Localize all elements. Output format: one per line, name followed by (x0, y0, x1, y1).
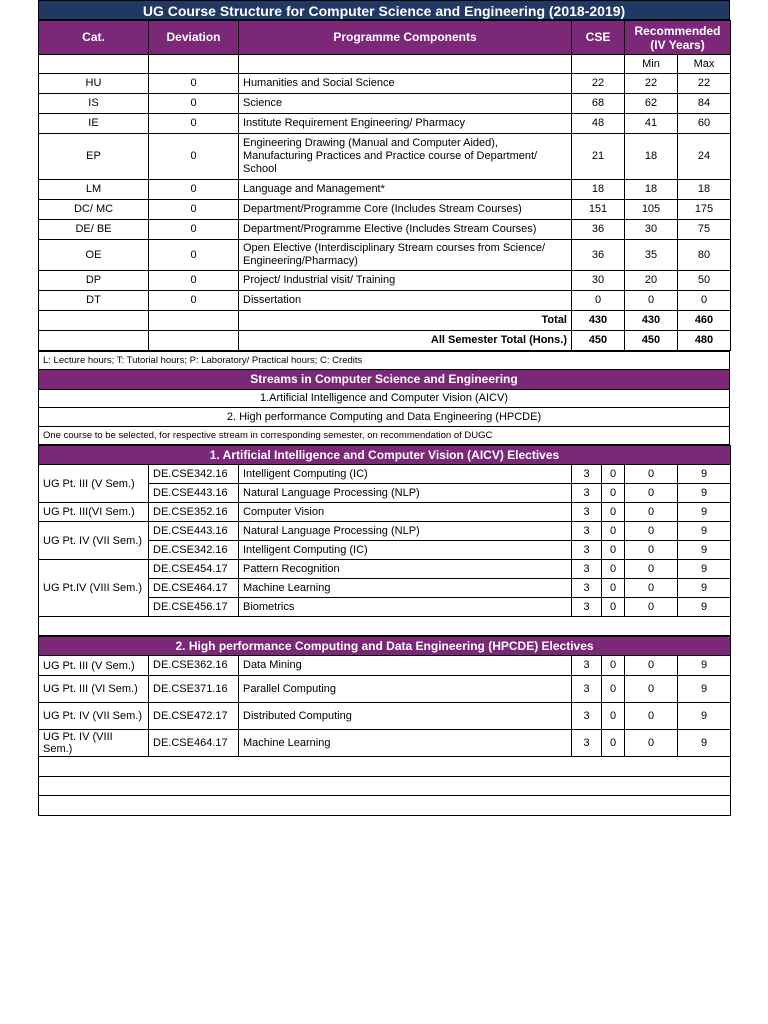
cse-value: 21 (572, 134, 625, 180)
max-value: 175 (678, 200, 731, 220)
practical-hours: 0 (625, 676, 678, 703)
lecture-hours: 3 (572, 503, 602, 522)
semester-label: UG Pt.IV (VIII Sem.) (39, 560, 149, 617)
tutorial-hours: 0 (602, 465, 625, 484)
programme-component: Science (239, 94, 572, 114)
category-row (39, 271, 731, 291)
streams-heading: Streams in Computer Science and Engineering (39, 370, 730, 390)
tutorial-hours: 0 (602, 598, 625, 617)
header-cat: Cat. (39, 21, 149, 55)
total-cse: 450 (572, 331, 625, 351)
deviation-value: 0 (149, 220, 239, 240)
min-value: 0 (625, 291, 678, 311)
total-label: Total (239, 311, 572, 331)
aicv-rows (39, 465, 731, 617)
semester-label: UG Pt. IV (VII Sem.) (39, 703, 149, 730)
credits: 9 (678, 503, 731, 522)
course-name: Intelligent Computing (IC) (239, 541, 572, 560)
streams-table (38, 351, 730, 445)
course-row (39, 676, 731, 703)
practical-hours: 0 (625, 465, 678, 484)
max-value: 60 (678, 114, 731, 134)
hpcde-rows (39, 656, 731, 757)
category-row (39, 291, 731, 311)
practical-hours: 0 (625, 703, 678, 730)
header-deviation: Deviation (149, 21, 239, 55)
category-code: OE (39, 240, 149, 271)
credits: 9 (678, 522, 731, 541)
practical-hours: 0 (625, 484, 678, 503)
course-name: Computer Vision (239, 503, 572, 522)
min-value: 18 (625, 134, 678, 180)
course-row (39, 703, 731, 730)
deviation-value: 0 (149, 291, 239, 311)
max-value: 84 (678, 94, 731, 114)
course-name: Data Mining (239, 656, 572, 676)
deviation-value: 0 (149, 134, 239, 180)
course-name: Distributed Computing (239, 703, 572, 730)
tutorial-hours: 0 (602, 703, 625, 730)
max-value: 50 (678, 271, 731, 291)
min-value: 41 (625, 114, 678, 134)
tutorial-hours: 0 (602, 503, 625, 522)
tutorial-hours: 0 (602, 560, 625, 579)
deviation-value: 0 (149, 94, 239, 114)
course-structure-table (38, 20, 731, 351)
deviation-value: 0 (149, 240, 239, 271)
course-code: DE.CSE362.16 (149, 656, 239, 676)
cse-value: 0 (572, 291, 625, 311)
lecture-hours: 3 (572, 579, 602, 598)
subheader-row (39, 55, 731, 74)
course-row (39, 503, 731, 522)
hpcde-heading: 2. High performance Computing and Data Engineering (HPCDE) Electives (39, 637, 731, 656)
cse-value: 36 (572, 240, 625, 271)
course-name: Natural Language Processing (NLP) (239, 484, 572, 503)
practical-hours: 0 (625, 560, 678, 579)
course-code: DE.CSE454.17 (149, 560, 239, 579)
deviation-value: 0 (149, 180, 239, 200)
hpcde-electives-table (38, 636, 731, 816)
course-name: Biometrics (239, 598, 572, 617)
header-components: Programme Components (239, 21, 572, 55)
course-name: Pattern Recognition (239, 560, 572, 579)
max-value: 75 (678, 220, 731, 240)
blank-row (39, 796, 731, 816)
lecture-hours: 3 (572, 676, 602, 703)
min-value: 22 (625, 74, 678, 94)
cse-value: 151 (572, 200, 625, 220)
total-label: All Semester Total (Hons.) (239, 331, 572, 351)
category-row (39, 220, 731, 240)
course-row (39, 656, 731, 676)
cse-value: 36 (572, 220, 625, 240)
course-code: DE.CSE456.17 (149, 598, 239, 617)
semester-label: UG Pt. III (V Sem.) (39, 465, 149, 503)
cse-value: 48 (572, 114, 625, 134)
programme-component: Humanities and Social Science (239, 74, 572, 94)
semester-label: UG Pt. IV (VII Sem.) (39, 522, 149, 560)
deviation-value: 0 (149, 74, 239, 94)
programme-component: Institute Requirement Engineering/ Pharmacy (239, 114, 572, 134)
course-name: Intelligent Computing (IC) (239, 465, 572, 484)
course-row (39, 522, 731, 541)
total-row (39, 331, 731, 351)
semester-label: UG Pt. III (VI Sem.) (39, 676, 149, 703)
course-code: DE.CSE352.16 (149, 503, 239, 522)
max-value: 18 (678, 180, 731, 200)
header-min: Min (625, 55, 678, 74)
category-row (39, 114, 731, 134)
course-code: DE.CSE342.16 (149, 465, 239, 484)
min-value: 62 (625, 94, 678, 114)
table-header-row (39, 21, 731, 55)
course-name: Machine Learning (239, 579, 572, 598)
tutorial-hours: 0 (602, 676, 625, 703)
header-max: Max (678, 55, 731, 74)
category-row (39, 74, 731, 94)
credits: 9 (678, 598, 731, 617)
credits: 9 (678, 484, 731, 503)
deviation-value: 0 (149, 271, 239, 291)
stream-item-hpcde: 2. High performance Computing and Data Engineering (HPCDE) (39, 408, 730, 427)
tutorial-hours: 0 (602, 522, 625, 541)
semester-label: UG Pt. IV (VIII Sem.) (39, 730, 149, 757)
lecture-hours: 3 (572, 656, 602, 676)
deviation-value: 0 (149, 200, 239, 220)
practical-hours: 0 (625, 656, 678, 676)
tutorial-hours: 0 (602, 541, 625, 560)
tutorial-hours: 0 (602, 656, 625, 676)
deviation-value: 0 (149, 114, 239, 134)
total-row (39, 311, 731, 331)
max-value: 80 (678, 240, 731, 271)
programme-component: Department/Programme Core (Includes Stream Courses) (239, 200, 572, 220)
course-structure-document (38, 0, 730, 816)
course-code: DE.CSE464.17 (149, 730, 239, 757)
min-value: 18 (625, 180, 678, 200)
course-code: DE.CSE342.16 (149, 541, 239, 560)
course-row (39, 560, 731, 579)
total-cse: 430 (572, 311, 625, 331)
page-title: UG Course Structure for Computer Science and Engineering (2018-2019) (38, 0, 730, 20)
aicv-heading: 1. Artificial Intelligence and Computer Vision (AICV) Electives (39, 446, 731, 465)
category-code: HU (39, 74, 149, 94)
lecture-hours: 3 (572, 730, 602, 757)
practical-hours: 0 (625, 730, 678, 757)
course-code: DE.CSE443.16 (149, 522, 239, 541)
header-recommended: Recommended (IV Years) (625, 21, 731, 55)
blank-row (39, 757, 731, 777)
spacer-row (39, 617, 731, 636)
legend-note: L: Lecture hours; T: Tutorial hours; P: Laboratory/ Practical hours; C: Credits (39, 352, 730, 370)
credits: 9 (678, 560, 731, 579)
programme-component: Dissertation (239, 291, 572, 311)
credits: 9 (678, 541, 731, 560)
programme-component: Project/ Industrial visit/ Training (239, 271, 572, 291)
programme-component: Language and Management* (239, 180, 572, 200)
credits: 9 (678, 703, 731, 730)
total-max: 480 (678, 331, 731, 351)
total-rows (39, 311, 731, 351)
lecture-hours: 3 (572, 484, 602, 503)
category-row (39, 94, 731, 114)
course-code: DE.CSE464.17 (149, 579, 239, 598)
course-row (39, 730, 731, 757)
category-code: DC/ MC (39, 200, 149, 220)
tutorial-hours: 0 (602, 730, 625, 757)
category-code: DP (39, 271, 149, 291)
semester-label: UG Pt. III (V Sem.) (39, 656, 149, 676)
lecture-hours: 3 (572, 598, 602, 617)
credits: 9 (678, 656, 731, 676)
lecture-hours: 3 (572, 465, 602, 484)
aicv-electives-table (38, 445, 731, 636)
empty-cell (39, 331, 149, 351)
course-name: Machine Learning (239, 730, 572, 757)
category-code: DE/ BE (39, 220, 149, 240)
course-code: DE.CSE443.16 (149, 484, 239, 503)
cse-value: 68 (572, 94, 625, 114)
min-value: 35 (625, 240, 678, 271)
category-rows (39, 74, 731, 311)
course-code: DE.CSE472.17 (149, 703, 239, 730)
programme-component: Department/Programme Elective (Includes Stream Courses) (239, 220, 572, 240)
min-value: 20 (625, 271, 678, 291)
programme-component: Open Elective (Interdisciplinary Stream courses from Science/ Engineering/Pharmacy) (239, 240, 572, 271)
empty-cell (39, 311, 149, 331)
course-name: Parallel Computing (239, 676, 572, 703)
total-min: 450 (625, 331, 678, 351)
lecture-hours: 3 (572, 522, 602, 541)
practical-hours: 0 (625, 503, 678, 522)
stream-note: One course to be selected, for respective stream in corresponding semester, on recommendation of DUGC (39, 427, 730, 445)
cse-value: 30 (572, 271, 625, 291)
total-min: 430 (625, 311, 678, 331)
lecture-hours: 3 (572, 541, 602, 560)
credits: 9 (678, 676, 731, 703)
tutorial-hours: 0 (602, 484, 625, 503)
total-max: 460 (678, 311, 731, 331)
credits: 9 (678, 465, 731, 484)
credits: 9 (678, 730, 731, 757)
lecture-hours: 3 (572, 703, 602, 730)
cse-value: 18 (572, 180, 625, 200)
course-row (39, 465, 731, 484)
category-code: LM (39, 180, 149, 200)
category-row (39, 240, 731, 271)
stream-item-aicv: 1.Artificial Intelligence and Computer Vision (AICV) (39, 390, 730, 408)
lecture-hours: 3 (572, 560, 602, 579)
semester-label: UG Pt. III(VI Sem.) (39, 503, 149, 522)
category-row (39, 200, 731, 220)
category-code: DT (39, 291, 149, 311)
category-row (39, 134, 731, 180)
header-cse: CSE (572, 21, 625, 55)
empty-cell (149, 331, 239, 351)
empty-cell (149, 311, 239, 331)
programme-component: Engineering Drawing (Manual and Computer Aided), Manufacturing Practices and Practice course of Department/ School (239, 134, 572, 180)
practical-hours: 0 (625, 541, 678, 560)
cse-value: 22 (572, 74, 625, 94)
max-value: 22 (678, 74, 731, 94)
category-code: IE (39, 114, 149, 134)
practical-hours: 0 (625, 598, 678, 617)
min-value: 30 (625, 220, 678, 240)
tutorial-hours: 0 (602, 579, 625, 598)
category-row (39, 180, 731, 200)
blank-row (39, 777, 731, 796)
min-value: 105 (625, 200, 678, 220)
category-code: IS (39, 94, 149, 114)
course-name: Natural Language Processing (NLP) (239, 522, 572, 541)
practical-hours: 0 (625, 522, 678, 541)
practical-hours: 0 (625, 579, 678, 598)
max-value: 0 (678, 291, 731, 311)
max-value: 24 (678, 134, 731, 180)
category-code: EP (39, 134, 149, 180)
course-code: DE.CSE371.16 (149, 676, 239, 703)
credits: 9 (678, 579, 731, 598)
